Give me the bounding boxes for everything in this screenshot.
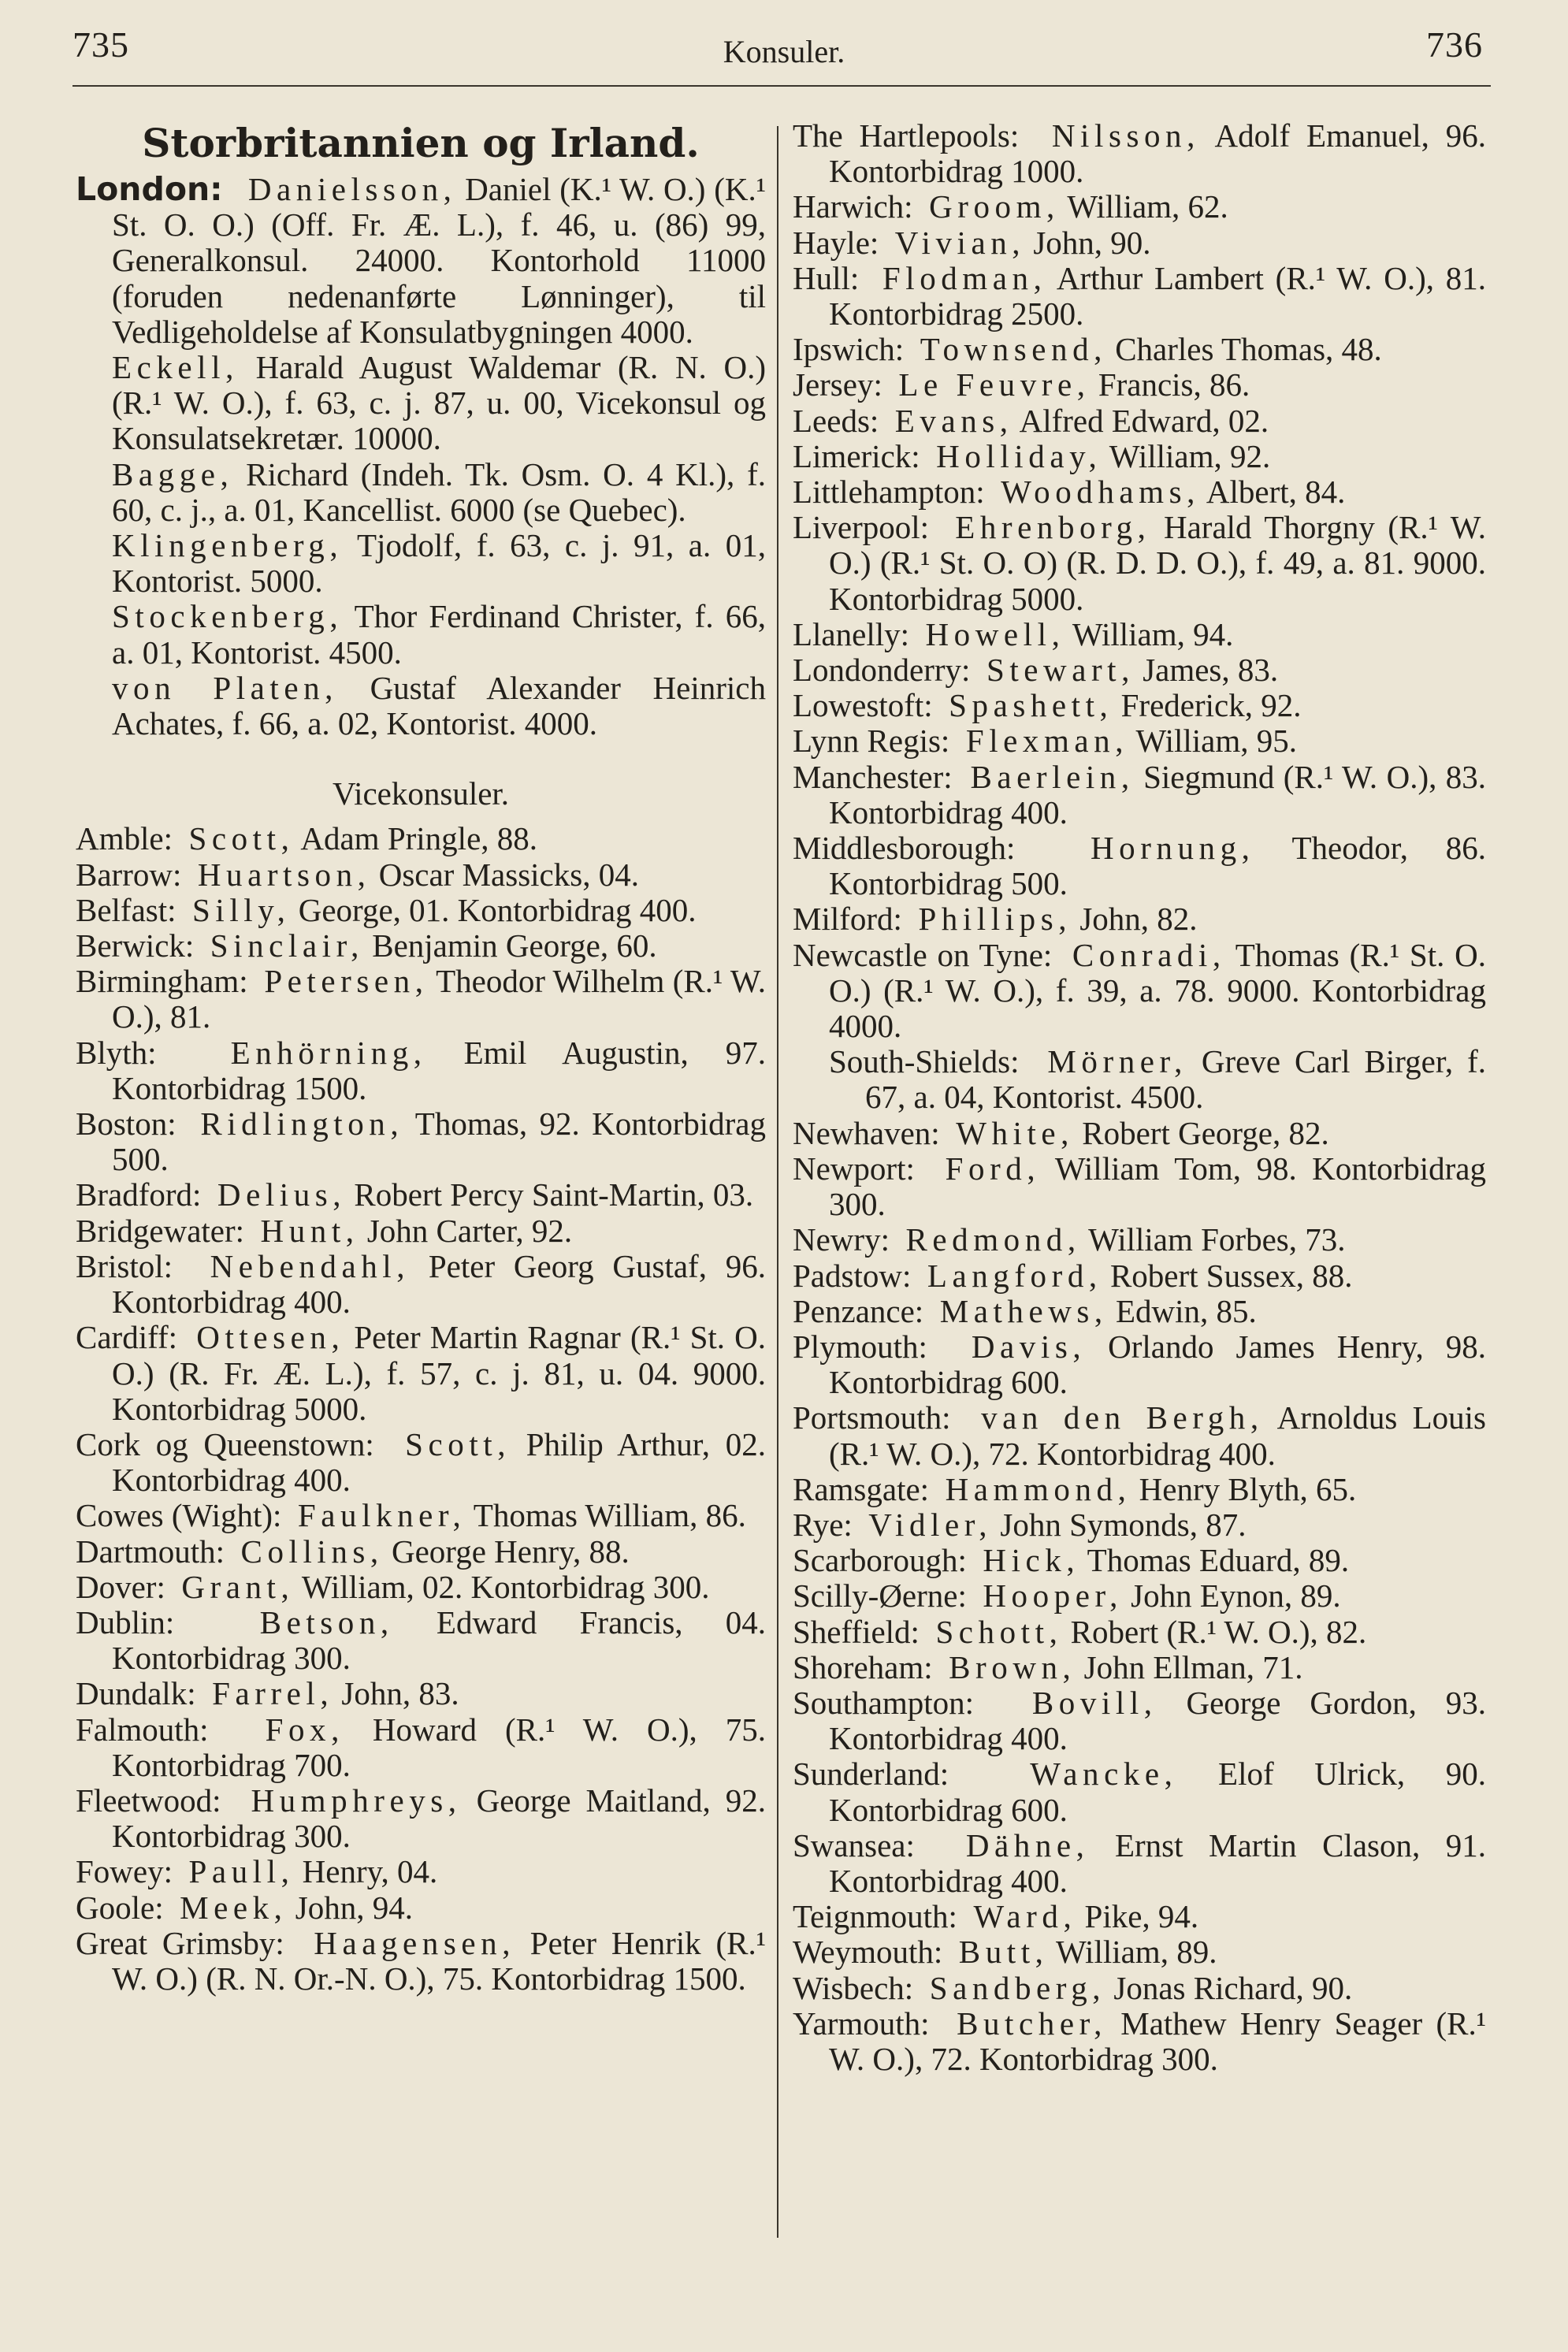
list-item [793,1899,1486,1934]
entry-details: Thomas Eduard, 89. [1079,1542,1350,1579]
list-item [793,225,1486,261]
entry-place: Rye: [793,1506,853,1543]
entry-place: Milford: [793,901,902,938]
entry-name: Redmond, [905,1221,1081,1258]
list-item [793,688,1486,723]
entry-place: Sheffield: [793,1613,920,1650]
entry-place: Cork og Queenstown: [76,1425,374,1462]
entry-place: Newport: [793,1150,915,1187]
list-item [793,1507,1486,1543]
section-heading: Vicekonsuler. [332,775,510,812]
entry-place: The Hartlepools: [793,117,1020,154]
entry-place: Birmingham: [76,963,248,1000]
list-item [76,457,766,528]
entry-name: Holliday, [936,437,1102,474]
entry-details: Alfred Edward, 02. [1013,402,1269,439]
entry-place: Jersey: [793,366,882,403]
list-item [76,893,766,928]
entry-details: Henry Blyth, 65. [1131,1470,1357,1507]
entry-place: Sunderland: [793,1756,949,1793]
entry-details: Theodor Wilhelm (R.¹ W. O.), 81. [112,963,767,1035]
entry-place: Dover: [76,1568,165,1605]
entry-name: Bagge, [112,455,234,492]
entry-name: Le Feuvre, [898,366,1091,403]
entry-place: Lowestoft: [793,687,933,724]
entry-name: Haagensen, [314,1924,516,1961]
entry-name: Ridlington, [200,1105,404,1143]
list-item [793,1828,1486,1899]
entry-details: William, 92. [1102,437,1271,474]
entry-place: South-Shields: [829,1043,1020,1080]
list-item [793,2006,1486,2077]
entry-name: Dähne, [965,1826,1090,1863]
entry-place: Scarborough: [793,1542,967,1579]
entry-name: Hammond, [945,1470,1131,1507]
entry-details: Peter Martin Ragnar (R.¹ St. O. O.) (R. Fr. Æ. L.), f. 57, c. j. 81, u. 04. 9000. Kontorbidrag 5000. [112,1319,767,1427]
entry-place: London: [76,170,223,208]
list-item [793,830,1486,901]
list-item [76,964,766,1035]
entry-details: Orlando James Henry, 98. Kontorbidrag 600. [829,1328,1486,1401]
list-item [793,439,1486,474]
entry-name: Vivian, [894,224,1026,261]
list-item [76,671,766,741]
entry-details: Henry, 04. [294,1853,438,1890]
list-item [793,760,1486,830]
entry-name: Evans, [894,402,1013,439]
list-item [76,528,766,599]
entry-place: Ipswich: [793,331,905,368]
entry-place: Cardiff: [76,1319,178,1356]
list-item [793,1971,1486,2006]
entry-details: Thor Ferdinand Christer, f. 66, a. 01, Kontorist. 4500. [112,598,766,671]
entry-place: Cowes (Wight): [76,1497,282,1534]
entry-place: Scilly-Øerne: [793,1577,967,1614]
entry-details: Robert (R.¹ W. O.), 82. [1062,1613,1367,1650]
entry-details: Harald Thorgny (R.¹ W. O.) (R.¹ St. O. O) (R. D. D. O.), f. 49, a. 81. 9000. Kontorbidrag 5000. [829,509,1486,617]
list-item [793,723,1486,759]
list-item [76,1712,766,1783]
list-item [76,1676,766,1711]
entry-name: Brown, [949,1648,1076,1685]
entry-name: Townsend, [920,331,1107,368]
entry-details: Mathew Henry Seager (R.¹ W. O.), 72. Kontorbidrag 300. [829,2005,1486,2077]
entry-name: Butcher, [957,2005,1107,2042]
entry-details: Theodor, 86. Kontorbidrag 500. [829,830,1487,902]
entry-name: Hooper, [983,1577,1123,1614]
entry-place: Hayle: [793,224,879,261]
entry-name: Hornung, [1090,830,1255,867]
entry-details: Tjodolf, f. 63, c. j. 91, a. 01, Kontorist. 5000. [112,527,766,600]
entry-name: Faulkner, [297,1497,466,1534]
entry-name: White, [956,1114,1074,1151]
entry-details: Edwin, 85. [1107,1292,1257,1329]
entry-name: Schott, [935,1613,1063,1650]
entry-name: Klingenberg, [112,527,344,564]
entry-place: Falmouth: [76,1711,209,1748]
entry-name: Fox, [265,1711,344,1748]
entry-name: Huartson, [197,856,371,893]
entry-details: Siegmund (R.¹ W. O.), 83. Kontorbidrag 400. [829,758,1487,830]
entry-details: Arnoldus Louis (R.¹ W. O.), 72. Kontorbidrag 400. [829,1399,1486,1472]
entry-place: Wisbech: [793,1969,914,2006]
entry-details: John, 83. [333,1675,459,1712]
entry-details: Harald August Waldemar (R. N. O.) (R.¹ W. O.), f. 63, c. j. 87, u. 00, Vicekonsul og Konsulatsekretær. 10000. [112,349,766,457]
entry-details: John, 82. [1072,901,1198,938]
list-item [76,1534,766,1570]
entry-place: Weymouth: [793,1934,943,1971]
entry-place: Blyth: [76,1034,157,1071]
entry-name: van den Bergh, [981,1399,1264,1436]
entry-name: Scott, [188,820,295,857]
entry-place: Bristol: [76,1247,173,1284]
list-item [76,1177,766,1213]
list-item [793,617,1486,652]
entry-name: Sandberg, [929,1969,1106,2006]
entry-details: William, 95. [1128,723,1298,760]
entry-place: Berwick: [76,927,195,964]
entry-details: Peter Georg Gustaf, 96. Kontorbidrag 400. [112,1247,766,1321]
entry-name: Ottesen, [196,1319,345,1356]
entry-name: Butt, [958,1934,1049,1971]
entry-details: Frederick, 92. [1113,687,1302,724]
list-item [793,652,1486,688]
list-item [76,1106,766,1177]
vicekonsul-list [76,821,766,1997]
entry-place: Plymouth: [793,1328,927,1365]
entry-place: Amble: [76,820,173,857]
list-item [793,1222,1486,1258]
entry-place: Fleetwood: [76,1782,221,1819]
entry-name: Hunt, [260,1212,359,1249]
entry-details: George Gordon, 93. Kontorbidrag 400. [829,1684,1486,1757]
list-item [793,1151,1486,1222]
entry-name: Ehrenborg, [955,509,1151,546]
column-divider [777,126,778,2238]
entry-details: Elof Ulrick, 90. Kontorbidrag 600. [829,1756,1486,1828]
entry-place: Fowey: [76,1853,173,1890]
list-item [793,1294,1486,1329]
list-item [76,857,766,893]
entry-details: Edward Francis, 04. Kontorbidrag 300. [112,1603,766,1677]
list-item [829,1044,1486,1115]
entry-details: Emil Augustin, 97. Kontorbidrag 1500. [112,1034,767,1106]
list-item [76,1783,766,1854]
entry-place: Yarmouth: [793,2005,930,2042]
entry-name: Humphreys, [251,1782,462,1819]
entry-place: Dartmouth: [76,1533,225,1570]
left-column [76,118,766,1997]
list-item [793,901,1486,937]
entry-details: William, 89. [1048,1934,1217,1971]
entry-name: Betson, [259,1603,394,1640]
entry-name: Hick, [983,1542,1080,1579]
list-item [76,1605,766,1676]
entry-details: Greve Carl Birger, f. 67, a. 04, Kontorist. 4500. [865,1043,1486,1116]
entry-place: Penzance: [793,1292,924,1329]
entry-place: Swansea: [793,1826,915,1863]
entry-place: Ramsgate: [793,1470,930,1507]
page-header [0,24,1568,71]
entry-place: Newcastle on Tyne: [793,936,1053,973]
entry-details: Robert Percy Saint-Martin, 03. [346,1176,754,1213]
entry-details: George Maitland, 92. Kontorbidrag 300. [112,1782,767,1855]
entry-details: Oscar Massicks, 04. [370,856,639,893]
vicekonsul-list-continued [793,118,1486,2077]
list-item [76,1249,766,1320]
entry-name: Sinclair, [210,927,364,964]
running-title: Konsuler. [723,34,845,69]
entry-name: Conradi, [1072,936,1226,973]
list-item [76,1498,766,1533]
entry-name: Phillips, [918,901,1072,938]
entry-name: Farrel, [212,1675,334,1712]
list-item [793,474,1486,510]
list-item [76,1890,766,1926]
entry-name: Mathews, [939,1292,1108,1329]
entry-details: William Forbes, 73. [1080,1221,1346,1258]
entry-place: Dundalk: [76,1675,196,1712]
entry-name: Petersen, [264,963,429,1000]
entry-details: John, 94. [287,1889,413,1926]
list-item [793,1543,1486,1578]
right-column [793,118,1486,2077]
entry-place: Southampton: [793,1684,975,1721]
entry-place: Boston: [76,1105,176,1143]
entry-name: Davis, [971,1328,1087,1365]
entry-details: Ernst Martin Clason, 91. Kontorbidrag 400. [829,1826,1486,1899]
entry-place: Bridgewater: [76,1212,245,1249]
entry-details: Gustaf Alexander Heinrich Achates, f. 66, a. 02, Kontorist. 4000. [112,669,766,742]
list-item [76,1854,766,1889]
entry-place: Padstow: [793,1257,912,1294]
list-item [76,1926,766,1997]
list-item [76,350,766,457]
entry-details: Adam Pringle, 88. [294,820,538,857]
entry-name: Vidler, [868,1506,993,1543]
entry-place: Dublin: [76,1603,175,1640]
entry-name: Nilsson, [1051,117,1200,154]
entry-details: Jonas Richard, 90. [1105,1969,1353,2006]
list-item [793,1614,1486,1650]
entry-name: Langford, [927,1257,1102,1294]
entry-details: William Tom, 98. Kontorbidrag 300. [829,1150,1486,1223]
list-item [793,1756,1486,1827]
list-item [793,261,1486,332]
entry-details: Benjamin George, 60. [363,927,657,964]
list-item [76,1570,766,1605]
entry-details: George Henry, 88. [383,1533,630,1570]
list-item [76,1427,766,1498]
entry-details: John Ellman, 71. [1076,1648,1303,1685]
entry-name: Groom, [929,188,1060,225]
list-item [793,1685,1486,1756]
entry-details: Thomas, 92. Kontorbidrag 500. [112,1105,766,1178]
right-page-number: 736 [1426,24,1483,65]
entry-details: Daniel (K.¹ W. O.) (K.¹ St. O. O.) (Off. Fr. Æ. L.), f. 46, u. (86) 99, Generalkonsul. 24000. Kontorhold 11000 (foruden nedenanførte Lønninger), til Vedligeholdelse af Konsulatbygningen 4000. [112,171,766,350]
entry-name: Eckell, [112,349,239,386]
entry-details: Philip Arthur, 02. Kontorbidrag 400. [112,1425,767,1499]
entry-name: Mörner, [1047,1043,1187,1080]
entry-place: Barrow: [76,856,182,893]
entry-place: Teignmouth: [793,1898,957,1935]
entry-name: Delius, [217,1176,347,1213]
entry-name: Wancke, [1030,1756,1178,1793]
list-item [793,118,1486,189]
entry-name: Stockenberg, [112,598,344,635]
entry-name: Silly, [192,891,291,928]
entry-details: George, 01. Kontorbidrag 400. [290,891,697,928]
list-item [793,1116,1486,1151]
entry-details: Albert, 84. [1199,474,1346,511]
list-item [76,1320,766,1427]
entry-details: Charles Thomas, 48. [1106,331,1382,368]
list-item [793,367,1486,403]
entry-details: James, 83. [1134,652,1279,689]
entry-place: Lynn Regis: [793,723,950,760]
entry-details: Howard (R.¹ W. O.), 75. Kontorbidrag 700. [112,1711,766,1783]
entry-name: von Platen, [112,669,338,706]
entry-name: Enhörning, [230,1034,427,1071]
entry-place: Hull: [793,259,860,296]
entry-place: Londonderry: [793,652,971,689]
entry-name: Nebendahl, [210,1247,411,1284]
list-item [793,1329,1486,1400]
entry-details: Thomas (R.¹ St. O. O.) (R.¹ W. O.), f. 39, a. 78. 9000. Kontorbidrag 4000. [829,936,1486,1045]
entry-name: Spashett, [949,687,1113,724]
entry-name: Flodman, [882,259,1047,296]
entry-details: William, 62. [1059,188,1228,225]
entry-name: Scott, [405,1425,511,1462]
list-item [76,172,766,350]
entry-place: Bradford: [76,1176,202,1213]
list-item [76,928,766,964]
entry-details: Pike, 94. [1076,1898,1199,1935]
entry-place: Littlehampton: [793,474,985,511]
entry-place: Newhaven: [793,1114,940,1151]
entry-name: Paull, [188,1853,295,1890]
entry-name: Bovill, [1031,1684,1157,1721]
list-item [793,1650,1486,1685]
list-item [793,1472,1486,1507]
entry-place: Leeds: [793,402,879,439]
entry-details: Adolf Emanuel, 96. Kontorbidrag 1000. [829,117,1487,190]
list-item [76,1213,766,1249]
entry-details: John Eynon, 89. [1122,1577,1341,1614]
entry-name: Baerlein, [970,758,1135,795]
list-item [793,332,1486,367]
entry-name: Danielsson, [247,171,457,207]
entry-place: Liverpool: [793,509,930,546]
header-rule [72,85,1491,87]
entry-details: Thomas William, 86. [466,1497,746,1534]
london-entries [76,350,766,741]
entry-name: Meek, [180,1889,288,1926]
entry-details: Richard (Indeh. Tk. Osm. O. 4 Kl.), f. 60, c. j., a. 01, Kancellist. 6000 (se Quebec). [112,455,766,528]
list-item [793,1400,1486,1471]
entry-name: Flexman, [965,723,1129,760]
list-item [76,1035,766,1106]
entry-place: Newry: [793,1221,890,1258]
entry-details: William, 02. Kontorbidrag 300. [294,1568,710,1605]
country-heading: Storbritannien og Irland. [142,120,700,166]
list-item [793,1258,1486,1294]
entry-name: Ford, [945,1150,1041,1187]
entry-name: Collins, [240,1533,384,1570]
entry-place: Great Grimsby: [76,1924,284,1961]
entry-place: Goole: [76,1889,164,1926]
entry-place: Portsmouth: [793,1399,951,1436]
entry-place: Manchester: [793,758,953,795]
left-page-number: 735 [72,24,129,65]
entry-place: Harwich: [793,188,913,225]
entry-place: Limerick: [793,437,920,474]
list-item [793,510,1486,617]
entry-details: John, 90. [1025,224,1151,261]
entry-details: Robert George, 82. [1074,1114,1329,1151]
entry-place: Shoreham: [793,1648,933,1685]
list-item [793,1578,1486,1614]
entry-details: Peter Henrik (R.¹ W. O.) (R. N. Or.-N. O.), 75. Kontorbidrag 1500. [112,1924,766,1997]
entry-name: Howell, [925,615,1065,652]
entry-details: Robert Sussex, 88. [1102,1257,1353,1294]
london-block [76,172,766,741]
entry-place: Belfast: [76,891,176,928]
entry-place: Middlesborough: [793,830,1016,867]
entry-details: John Carter, 92. [359,1212,573,1249]
list-item [76,821,766,856]
entry-name: Woodhams, [1001,474,1200,511]
entry-details: William, 94. [1065,615,1234,652]
entry-details: Arthur Lambert (R.¹ W. O.), 81. Kontorbidrag 2500. [829,259,1487,333]
entry-details: Francis, 86. [1090,366,1250,403]
entry-details: John Symonds, 87. [992,1506,1247,1543]
list-item [793,189,1486,225]
list-item [793,1934,1486,1970]
list-item [76,599,766,670]
entry-name: Ward, [973,1898,1077,1935]
entry-place: Llanelly: [793,615,910,652]
entry-name: Grant, [181,1568,295,1605]
entry-name: Stewart, [986,652,1135,689]
list-item [793,403,1486,439]
list-item [793,938,1486,1045]
